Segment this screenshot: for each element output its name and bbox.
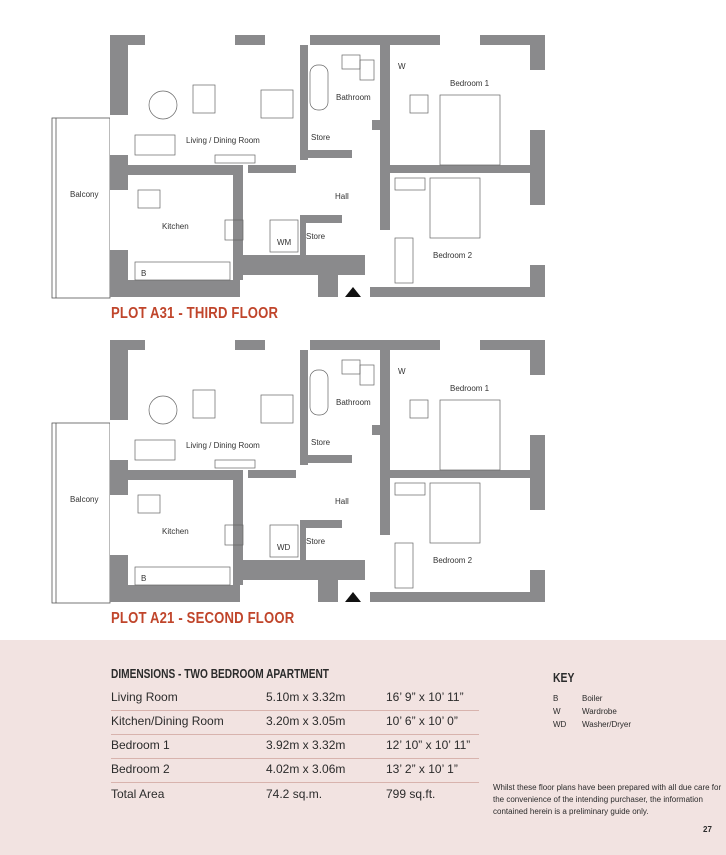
room-label-bedroom-1: Bedroom 1 <box>450 384 490 393</box>
dimension-room: Living Room <box>111 690 178 704</box>
room-label-boiler: B <box>141 574 147 583</box>
room-label-store-1: Store <box>311 438 331 447</box>
dimension-metric: 3.92m x 3.32m <box>266 738 346 752</box>
dimension-metric: 4.02m x 3.06m <box>266 762 346 776</box>
room-label-boiler: B <box>141 269 147 278</box>
plan-title-third-floor: PLOT A31 - THIRD FLOOR <box>111 305 279 322</box>
room-label-store-2: Store <box>306 537 326 546</box>
room-label-bedroom-1: Bedroom 1 <box>450 79 490 88</box>
key-label: Wardrobe <box>582 707 617 716</box>
key-code: B <box>553 694 559 703</box>
page-number: 27 <box>703 825 712 834</box>
floor-plan-second <box>0 335 726 635</box>
floor-plan-drawing <box>0 335 726 635</box>
dimension-imperial: 13’ 2” x 10’ 1” <box>386 762 458 776</box>
room-label-store-1: Store <box>311 133 331 142</box>
dimension-metric: 3.20m x 3.05m <box>266 714 346 728</box>
key-code: WD <box>553 720 567 729</box>
dimension-imperial: 16’ 9” x 10’ 11” <box>386 690 464 704</box>
dimension-room: Bedroom 1 <box>111 738 170 752</box>
dimension-imperial: 10’ 6” x 10’ 0” <box>386 714 458 728</box>
room-label-bedroom-2: Bedroom 2 <box>433 251 473 260</box>
key-label: Washer/Dryer <box>582 720 632 729</box>
dimension-metric: 74.2 sq.m. <box>266 787 323 801</box>
dimension-row <box>111 710 479 735</box>
dimensions-title: DIMENSIONS - TWO BEDROOM APARTMENT <box>111 666 330 681</box>
room-label-store-2: Store <box>306 232 326 241</box>
room-label-kitchen: Kitchen <box>162 222 189 231</box>
dimension-row <box>111 686 479 711</box>
balcony-outline <box>52 423 110 603</box>
room-label-balcony: Balcony <box>70 495 99 504</box>
room-label-utility: WM <box>277 238 292 247</box>
room-label-kitchen: Kitchen <box>162 527 189 536</box>
room-label-bathroom: Bathroom <box>336 398 371 407</box>
room-label-living: Living / Dining Room <box>186 136 260 145</box>
room-label-living: Living / Dining Room <box>186 441 260 450</box>
dimension-imperial: 799 sq.ft. <box>386 787 436 801</box>
dimension-metric: 5.10m x 3.32m <box>266 690 346 704</box>
room-label-utility: WD <box>277 543 291 552</box>
dimension-imperial: 12’ 10” x 10’ 11” <box>386 738 471 752</box>
room-label-hall: Hall <box>335 497 349 506</box>
key-code: W <box>553 707 561 716</box>
dimension-room: Bedroom 2 <box>111 762 170 776</box>
dimension-room: Kitchen/Dining Room <box>111 714 224 728</box>
room-label-hall: Hall <box>335 192 349 201</box>
dimension-room: Total Area <box>111 787 165 801</box>
key-label: Boiler <box>582 694 603 703</box>
floor-plan-third <box>0 30 726 330</box>
plan-title-second-floor: PLOT A21 - SECOND FLOOR <box>111 610 295 627</box>
room-label-wardrobe: W <box>398 62 406 71</box>
floor-plan-drawing <box>0 30 726 330</box>
disclaimer-text: Whilst these floor plans have been prepared with all due care for the convenience of the intending purchaser, the information contained herein is a preliminary guide only. <box>493 783 722 816</box>
key-title: KEY <box>553 670 575 685</box>
room-label-bathroom: Bathroom <box>336 93 371 102</box>
room-label-wardrobe: W <box>398 367 406 376</box>
room-label-bedroom-2: Bedroom 2 <box>433 556 473 565</box>
dimension-row-total <box>111 783 479 807</box>
dimension-row <box>111 758 479 783</box>
dimension-row <box>111 734 479 759</box>
room-label-balcony: Balcony <box>70 190 99 199</box>
balcony-outline <box>52 118 110 298</box>
